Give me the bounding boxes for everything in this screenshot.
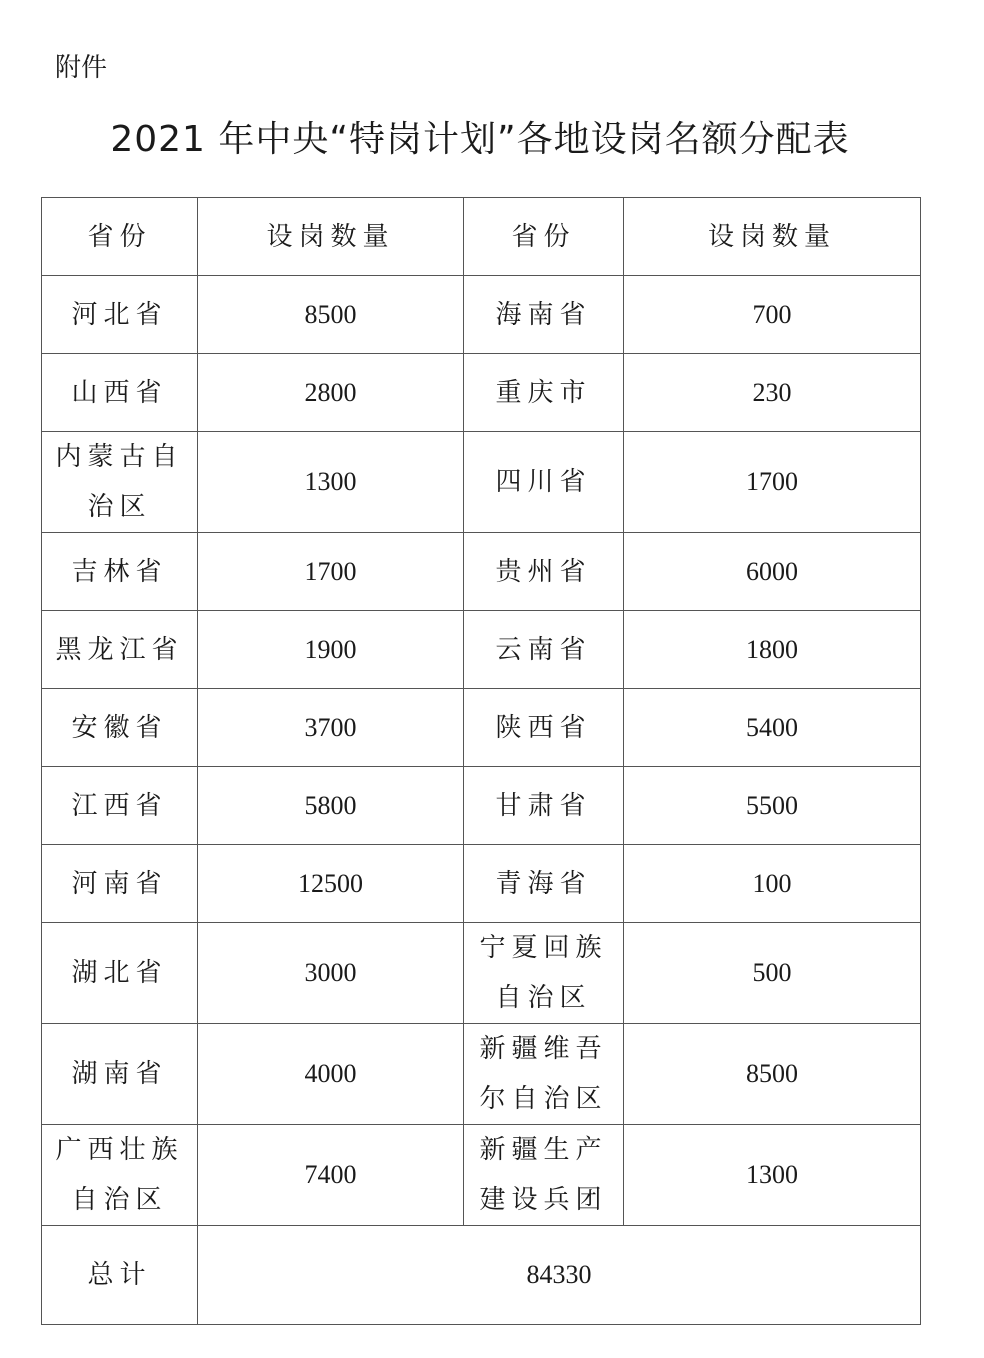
table-row <box>42 845 921 923</box>
province-cell-right <box>464 276 624 354</box>
count-cell-right: 100 <box>624 845 921 923</box>
count-cell-left: 1700 <box>198 533 464 611</box>
table-row <box>42 1024 921 1125</box>
province-name-line: 云南省 <box>495 634 592 665</box>
count-cell-right: 6000 <box>624 533 921 611</box>
count-cell-right: 8500 <box>624 1024 921 1125</box>
province-cell-left <box>42 845 198 923</box>
province-name-line: 陕西省 <box>495 712 592 743</box>
province-cell-left <box>42 923 198 1024</box>
province-cell-left <box>42 354 198 432</box>
province-cell-right <box>464 1125 624 1226</box>
count-cell-right: 230 <box>624 354 921 432</box>
count-cell-right: 5400 <box>624 689 921 767</box>
table-row <box>42 1125 921 1226</box>
table-row <box>42 923 921 1024</box>
header-count-right: 设岗数量 <box>624 198 921 276</box>
count-cell-right: 1300 <box>624 1125 921 1226</box>
table-row <box>42 689 921 767</box>
province-name-line: 河南省 <box>71 868 168 899</box>
header-province-right: 省份 <box>464 198 624 276</box>
province-name-line: 建设兵团 <box>479 1185 608 1215</box>
count-cell-left: 8500 <box>198 276 464 354</box>
total-label: 总计 <box>42 1226 198 1325</box>
province-name-line: 新疆生产 <box>479 1135 608 1165</box>
count-cell-right: 700 <box>624 276 921 354</box>
province-cell-right <box>464 845 624 923</box>
province-cell-left <box>42 276 198 354</box>
total-value: 84330 <box>198 1226 921 1325</box>
province-name-line: 山西省 <box>71 377 168 408</box>
table-row <box>42 354 921 432</box>
province-name-line: 甘肃省 <box>495 790 592 821</box>
province-cell-left <box>42 1125 198 1226</box>
count-cell-left: 3700 <box>198 689 464 767</box>
province-name-line: 黑龙江省 <box>55 634 184 665</box>
count-cell-left: 3000 <box>198 923 464 1024</box>
province-name-line: 湖北省 <box>71 958 168 988</box>
province-cell-left <box>42 533 198 611</box>
province-name-line: 吉林省 <box>71 556 168 587</box>
count-cell-left: 4000 <box>198 1024 464 1125</box>
table-row <box>42 276 921 354</box>
province-cell-right <box>464 689 624 767</box>
province-name-line: 治区 <box>87 492 152 522</box>
province-cell-right <box>464 533 624 611</box>
count-cell-right: 1800 <box>624 611 921 689</box>
table-row <box>42 767 921 845</box>
count-cell-left: 12500 <box>198 845 464 923</box>
province-cell-left <box>42 1024 198 1125</box>
province-name-line: 贵州省 <box>495 556 592 587</box>
province-name-line: 自治区 <box>495 983 592 1013</box>
header-province-left: 省份 <box>42 198 198 276</box>
total-row <box>42 1226 921 1325</box>
province-name-line: 内蒙古自 <box>55 442 184 472</box>
province-cell-right <box>464 354 624 432</box>
count-cell-left: 1300 <box>198 432 464 533</box>
table-header-row <box>42 198 921 276</box>
province-name-line: 河北省 <box>71 299 168 330</box>
province-name-line: 海南省 <box>495 299 592 330</box>
count-cell-right: 1700 <box>624 432 921 533</box>
count-cell-left: 7400 <box>198 1125 464 1226</box>
province-cell-right <box>464 611 624 689</box>
allocation-table <box>41 197 921 1325</box>
province-name-line: 宁夏回族 <box>479 933 608 963</box>
province-cell-right <box>464 432 624 533</box>
province-cell-right <box>464 767 624 845</box>
province-name-line: 尔自治区 <box>479 1084 608 1114</box>
province-cell-left <box>42 767 198 845</box>
header-count-left: 设岗数量 <box>198 198 464 276</box>
province-cell-left <box>42 432 198 533</box>
province-cell-left <box>42 689 198 767</box>
province-name-line: 自治区 <box>71 1185 168 1215</box>
attachment-label: 附件 <box>55 53 108 83</box>
count-cell-left: 2800 <box>198 354 464 432</box>
province-name-line: 青海省 <box>495 868 592 899</box>
province-cell-right <box>464 923 624 1024</box>
table-body <box>42 198 921 1325</box>
province-cell-left <box>42 611 198 689</box>
province-name-line: 新疆维吾 <box>479 1034 608 1064</box>
count-cell-right: 5500 <box>624 767 921 845</box>
table-row <box>42 533 921 611</box>
province-name-line: 江西省 <box>71 790 168 821</box>
count-cell-left: 1900 <box>198 611 464 689</box>
province-name-line: 重庆市 <box>495 377 592 408</box>
table-row <box>42 432 921 533</box>
count-cell-left: 5800 <box>198 767 464 845</box>
province-name-line: 湖南省 <box>71 1059 168 1089</box>
province-cell-right <box>464 1024 624 1125</box>
table-row <box>42 611 921 689</box>
count-cell-right: 500 <box>624 923 921 1024</box>
document-title: 2021 年中央“特岗计划”各地设岗名额分配表 <box>110 119 850 160</box>
province-name-line: 四川省 <box>495 467 592 497</box>
province-name-line: 安徽省 <box>71 712 168 743</box>
province-name-line: 广西壮族 <box>55 1135 184 1165</box>
